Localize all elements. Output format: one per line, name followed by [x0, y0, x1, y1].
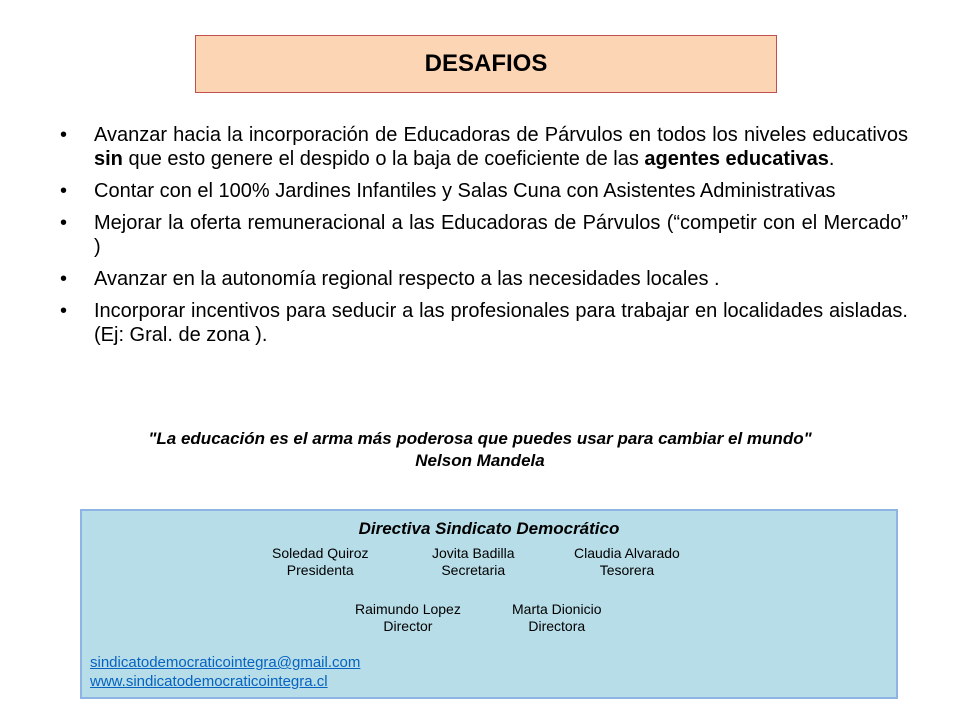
bullet-text: Mejorar la oferta remuneracional a las Educadoras de Párvulos (“competir con el Mercado” ): [94, 212, 908, 258]
challenges-list: [60, 123, 908, 355]
member-name: Marta Dionicio: [512, 601, 602, 617]
bullet-dot: •: [60, 180, 68, 202]
member-role: Directora: [528, 618, 586, 634]
member-role: Director: [383, 618, 433, 634]
member-directora: [512, 601, 601, 635]
bullet-dot: •: [60, 268, 68, 290]
bullet-item: [60, 267, 908, 291]
member-name: Raimundo Lopez: [355, 601, 461, 617]
member-director: [355, 601, 461, 635]
bullet-text: Incorporar incentivos para seducir a las profesionales para trabajar en localidades aisladas. (Ej: Gral. de zona ).: [94, 300, 908, 346]
member-name: Claudia Alvarado: [574, 545, 680, 561]
slide-title: DESAFIOS: [424, 50, 548, 77]
quote-block: [40, 428, 920, 472]
bullet-text: que esto genere el despido o la baja de coeficiente de las: [122, 148, 645, 170]
member-name: Soledad Quiroz: [272, 545, 369, 561]
website-link[interactable]: www.sindicatodemocraticointegra.cl: [90, 673, 328, 690]
bullet-item: [60, 211, 908, 259]
bullet-dot: •: [60, 124, 68, 146]
bullet-item: [60, 123, 908, 171]
member-secretaria: [432, 545, 515, 579]
bullet-dot: •: [60, 212, 68, 234]
bullet-text: .: [828, 148, 835, 170]
contact-links: [90, 653, 360, 691]
bullet-text: Avanzar hacia la incorporación de Educadoras de Párvulos en todos los niveles educativos: [94, 124, 908, 146]
quote-author: Nelson Mandela: [415, 451, 545, 470]
bullet-dot: •: [60, 300, 68, 322]
member-role: Presidenta: [286, 562, 354, 578]
directiva-box: [80, 509, 898, 699]
bullet-text: Avanzar en la autonomía regional respecto a las necesidades locales .: [94, 268, 720, 290]
member-tesorera: [574, 545, 680, 579]
bullet-text-bold: agentes educativas: [644, 148, 829, 170]
directiva-title: Directiva Sindicato Democrático: [358, 519, 620, 538]
bullet-item: [60, 179, 908, 203]
member-role: Tesorera: [599, 562, 655, 578]
bullet-text: Contar con el 100% Jardines Infantiles y Salas Cuna con Asistentes Administrativas: [94, 180, 836, 202]
bullet-text-bold: sin: [94, 148, 123, 170]
member-name: Jovita Badilla: [432, 545, 515, 561]
quote-text: "La educación es el arma más poderosa que puedes usar para cambiar el mundo": [148, 429, 812, 448]
email-link[interactable]: sindicatodemocraticointegra@gmail.com: [90, 654, 361, 671]
member-presidenta: [272, 545, 369, 579]
member-role: Secretaria: [441, 562, 506, 578]
title-box: [195, 35, 777, 93]
bullet-item: [60, 299, 908, 347]
